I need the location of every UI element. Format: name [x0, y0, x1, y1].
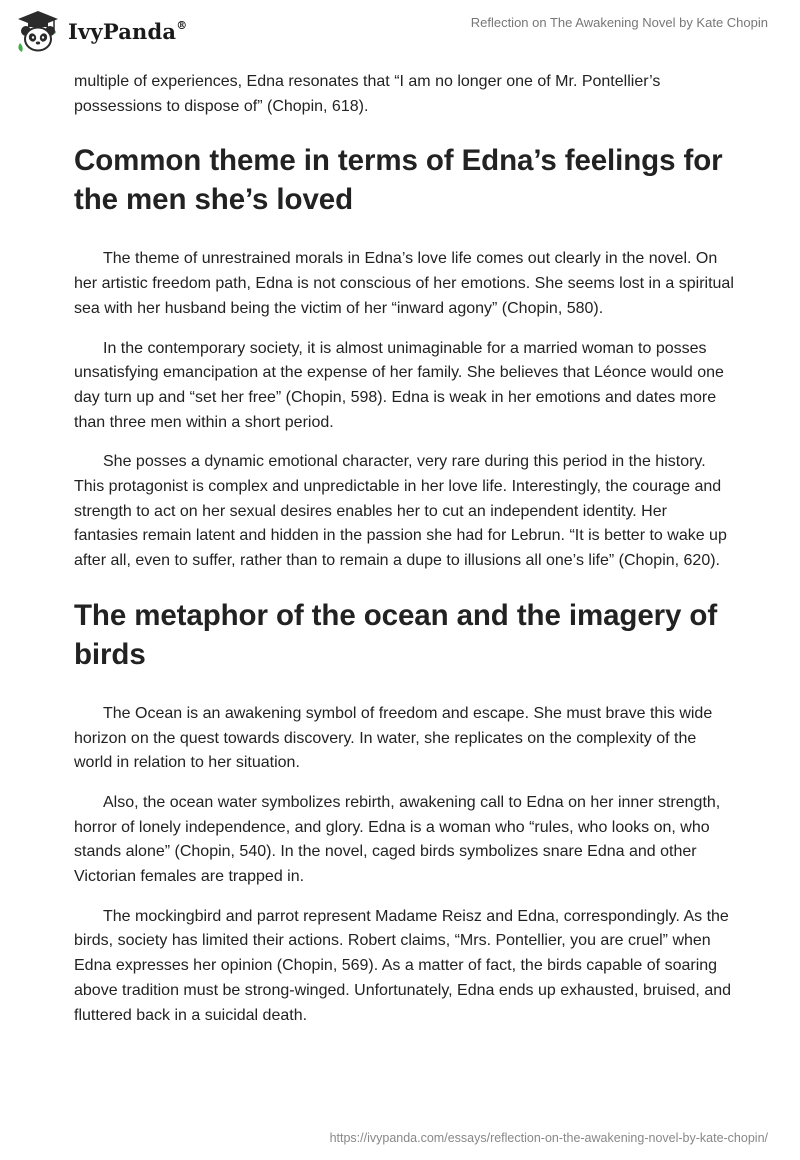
panda-graduation-cap-icon — [14, 9, 62, 53]
ivypanda-logo[interactable] — [14, 8, 187, 54]
paragraph: She posses a dynamic emotional character, very rare during this period in the history. This protagonist is complex and unpredictable in her love life. Interestingly, the courage and strength to act on her sexual desires enables her to cut an independent identity. Her fantasies remain latent and hidden in the passion she had for Lebrun. “It is better to wake up after all, even to suffer, rather than to remain a dupe to illusions all one’s life” (Chopin, 620). — [74, 453, 727, 570]
intro-paragraph: multiple of experiences, Edna resonates that “I am no longer one of Mr. Pontellier’s possessions to dispose of” (Chopin, 618). — [74, 73, 661, 115]
essay-content — [74, 70, 734, 1043]
paragraph: The mockingbird and parrot represent Madame Reisz and Edna, correspondingly. As the birds, society has limited their actions. Robert claims, “Mrs. Pontellier, you are cruel” when Edna expresses her opinion (Chopin, 569). As a matter of fact, the birds capable of soaring above tradition must be strong-winged. Unfortunately, Edna ends up exhausted, bruised, and fluttered back in a suicidal death. — [74, 907, 732, 1024]
registered-mark: ® — [176, 18, 188, 32]
paragraph: The theme of unrestrained morals in Edna’s love life comes out clearly in the novel. On her artistic freedom path, Edna is not conscious of her emotions. She seems lost in a spiritual sea with her husband being the victim of her “inward agony” (Chopin, 580). — [74, 250, 734, 317]
document-title: Reflection on The Awakening Novel by Kate Chopin — [470, 15, 768, 30]
source-url-link[interactable]: https://ivypanda.com/essays/reflection-on-the-awakening-novel-by-kate-chopin/ — [329, 1131, 768, 1145]
section-heading-common-theme: Common theme in terms of Edna’s feelings for the men she’s loved — [74, 144, 723, 217]
logo-wordmark: IvyPanda® — [68, 18, 188, 44]
paragraph: In the contemporary society, it is almost unimaginable for a married woman to posses unsatisfying emancipation at the expense of her family. She believes that Léonce would one day turn up and “set her free” (Chopin, 598). Edna is weak in her emotions and dates more than three men within a short period. — [74, 339, 724, 431]
section-heading-ocean-birds: The metaphor of the ocean and the imagery of birds — [74, 598, 718, 671]
page-header — [0, 0, 800, 60]
paragraph: Also, the ocean water symbolizes rebirth, awakening call to Edna on her inner strength, horror of lonely independence, and glory. Edna is a woman who “rules, who looks on, who stands alone” (Chopin, 540). In the novel, caged birds symbolizes snare Edna and other Victorian females are trapped in. — [74, 793, 721, 886]
paragraph: The Ocean is an awakening symbol of freedom and escape. She must brave this wide horizon on the quest towards discovery. In water, she replicates on the complexity of the world in relation to her situation. — [74, 704, 713, 772]
